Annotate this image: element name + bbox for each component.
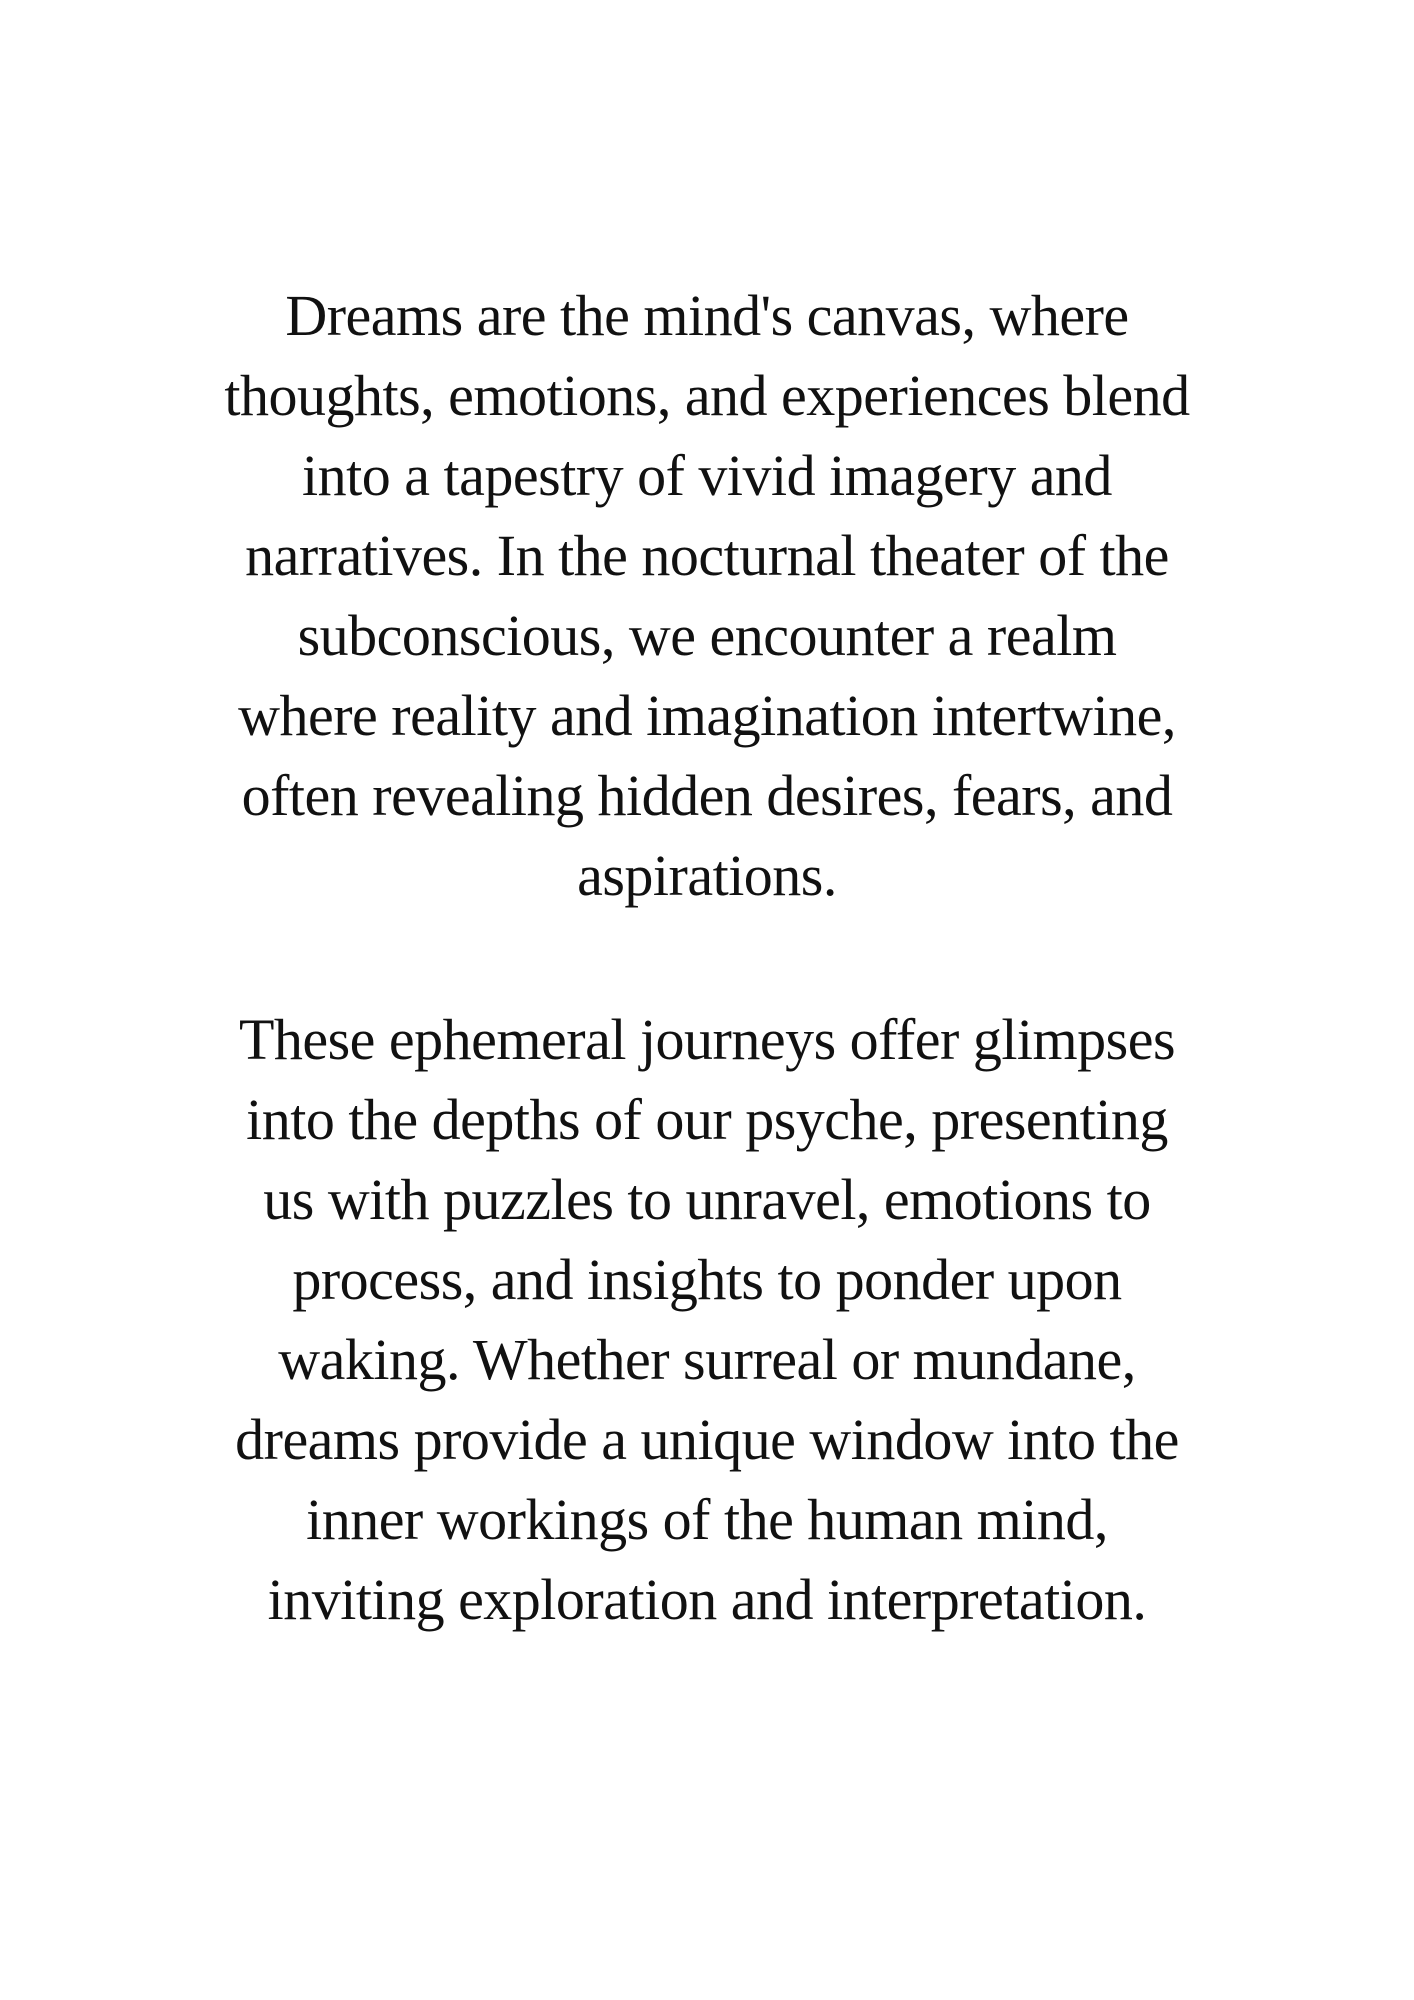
paragraph-line: often revealing hidden desires, fears, and: [241, 763, 1173, 828]
paragraph-line: where reality and imagination intertwine,: [238, 683, 1176, 748]
paragraph-line: inner workings of the human mind,: [306, 1487, 1108, 1552]
paragraph-line: into a tapestry of vivid imagery and: [302, 443, 1112, 508]
paragraph-1: [130, 276, 1284, 916]
paragraph-line: subconscious, we encounter a realm: [297, 603, 1117, 668]
paragraph-line: aspirations.: [577, 843, 837, 908]
paragraph-line: narratives. In the nocturnal theater of the: [245, 523, 1169, 588]
paragraph-line: inviting exploration and interpretation.: [267, 1567, 1147, 1632]
paragraph-line: dreams provide a unique window into the: [235, 1407, 1179, 1472]
paragraph-line: into the depths of our psyche, presenting: [246, 1087, 1168, 1152]
paragraph-line: thoughts, emotions, and experiences blend: [224, 363, 1190, 428]
paragraph-2: [130, 1000, 1284, 1640]
paragraph-line: process, and insights to ponder upon: [292, 1247, 1122, 1312]
paragraph-line: waking. Whether surreal or mundane,: [278, 1327, 1136, 1392]
paragraph-line: These ephemeral journeys offer glimpses: [238, 1007, 1176, 1072]
paragraph-line: Dreams are the mind's canvas, where: [285, 283, 1129, 348]
paragraph-line: us with puzzles to unravel, emotions to: [263, 1167, 1151, 1232]
